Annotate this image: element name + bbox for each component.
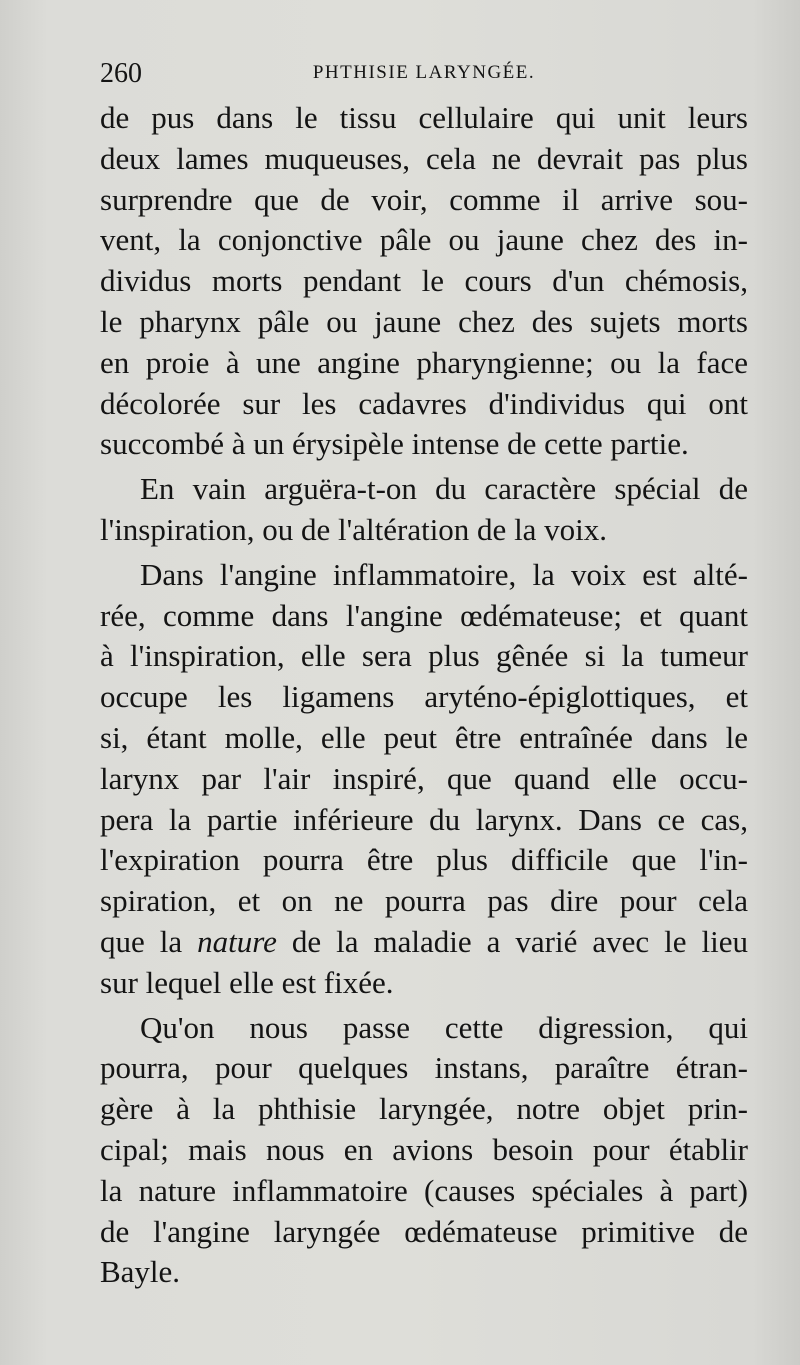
text-line: pera la partie inférieure du larynx. Dans ce cas, <box>100 801 748 837</box>
text-line: surprendre que de voir, comme il arrive sou- <box>100 181 748 217</box>
text-line: Bayle. <box>100 1254 181 1290</box>
text-line: En vain arguëra-t-on du caractère spécial de <box>140 471 748 507</box>
paragraph-2 <box>100 469 748 551</box>
text-line: cipal; mais nous en avions besoin pour établir <box>100 1131 748 1167</box>
text-line: vent, la conjonctive pâle ou jaune chez des in- <box>100 222 748 258</box>
text-line: l'inspiration, ou de l'altération de la voix. <box>100 511 608 547</box>
italic-word: nature <box>197 923 277 959</box>
text-line: Qu'on nous passe cette digression, qui <box>140 1009 748 1045</box>
text-line: gère à la phthisie laryngée, notre objet prin- <box>100 1091 748 1127</box>
text-line: succombé à un érysipèle intense de cette partie. <box>100 426 689 462</box>
paragraph-1 <box>100 98 748 465</box>
text-line-with-italic <box>100 922 748 963</box>
text-segment: que la <box>100 923 198 959</box>
running-title: PHTHISIE LARYNGÉE. <box>312 62 536 83</box>
page-number: 260 <box>100 58 142 89</box>
text-line: occupe les ligamens aryténo-épiglottiques, et <box>100 679 748 715</box>
text-line: de l'angine laryngée œdémateuse primitive de <box>100 1213 748 1249</box>
paragraph-3 <box>100 555 748 1004</box>
text-line: de pus dans le tissu cellulaire qui unit leurs <box>100 100 748 135</box>
text-line: dividus morts pendant le cours d'un chémosis, <box>100 263 748 299</box>
body-text <box>100 98 748 1297</box>
text-line: si, étant molle, elle peut être entraînée dans le <box>100 719 748 755</box>
text-line: larynx par l'air inspiré, que quand elle occu- <box>100 760 748 796</box>
text-line: la nature inflammatoire (causes spéciales à part) <box>100 1172 748 1208</box>
paragraph-4 <box>100 1008 748 1294</box>
text-segment: de la maladie a varié avec le lieu <box>276 923 748 959</box>
text-line: à l'inspiration, elle sera plus gênée si la tumeur <box>100 638 748 674</box>
page-header <box>100 58 748 88</box>
text-line: le pharynx pâle ou jaune chez des sujets morts <box>100 303 748 339</box>
text-line: Dans l'angine inflammatoire, la voix est alté- <box>140 556 748 592</box>
text-line: pourra, pour quelques instans, paraître étran- <box>100 1050 748 1086</box>
text-line: deux lames muqueuses, cela ne devrait pas plus <box>100 140 748 176</box>
text-line: rée, comme dans l'angine œdémateuse; et quant <box>100 597 748 633</box>
text-line: décolorée sur les cadavres d'individus qui ont <box>100 385 748 421</box>
text-line: sur lequel elle est fixée. <box>100 964 394 1000</box>
text-line: l'expiration pourra être plus difficile que l'in- <box>100 842 748 878</box>
text-line: en proie à une angine pharyngienne; ou la face <box>100 344 748 380</box>
text-line: spiration, et on ne pourra pas dire pour cela <box>100 883 748 919</box>
